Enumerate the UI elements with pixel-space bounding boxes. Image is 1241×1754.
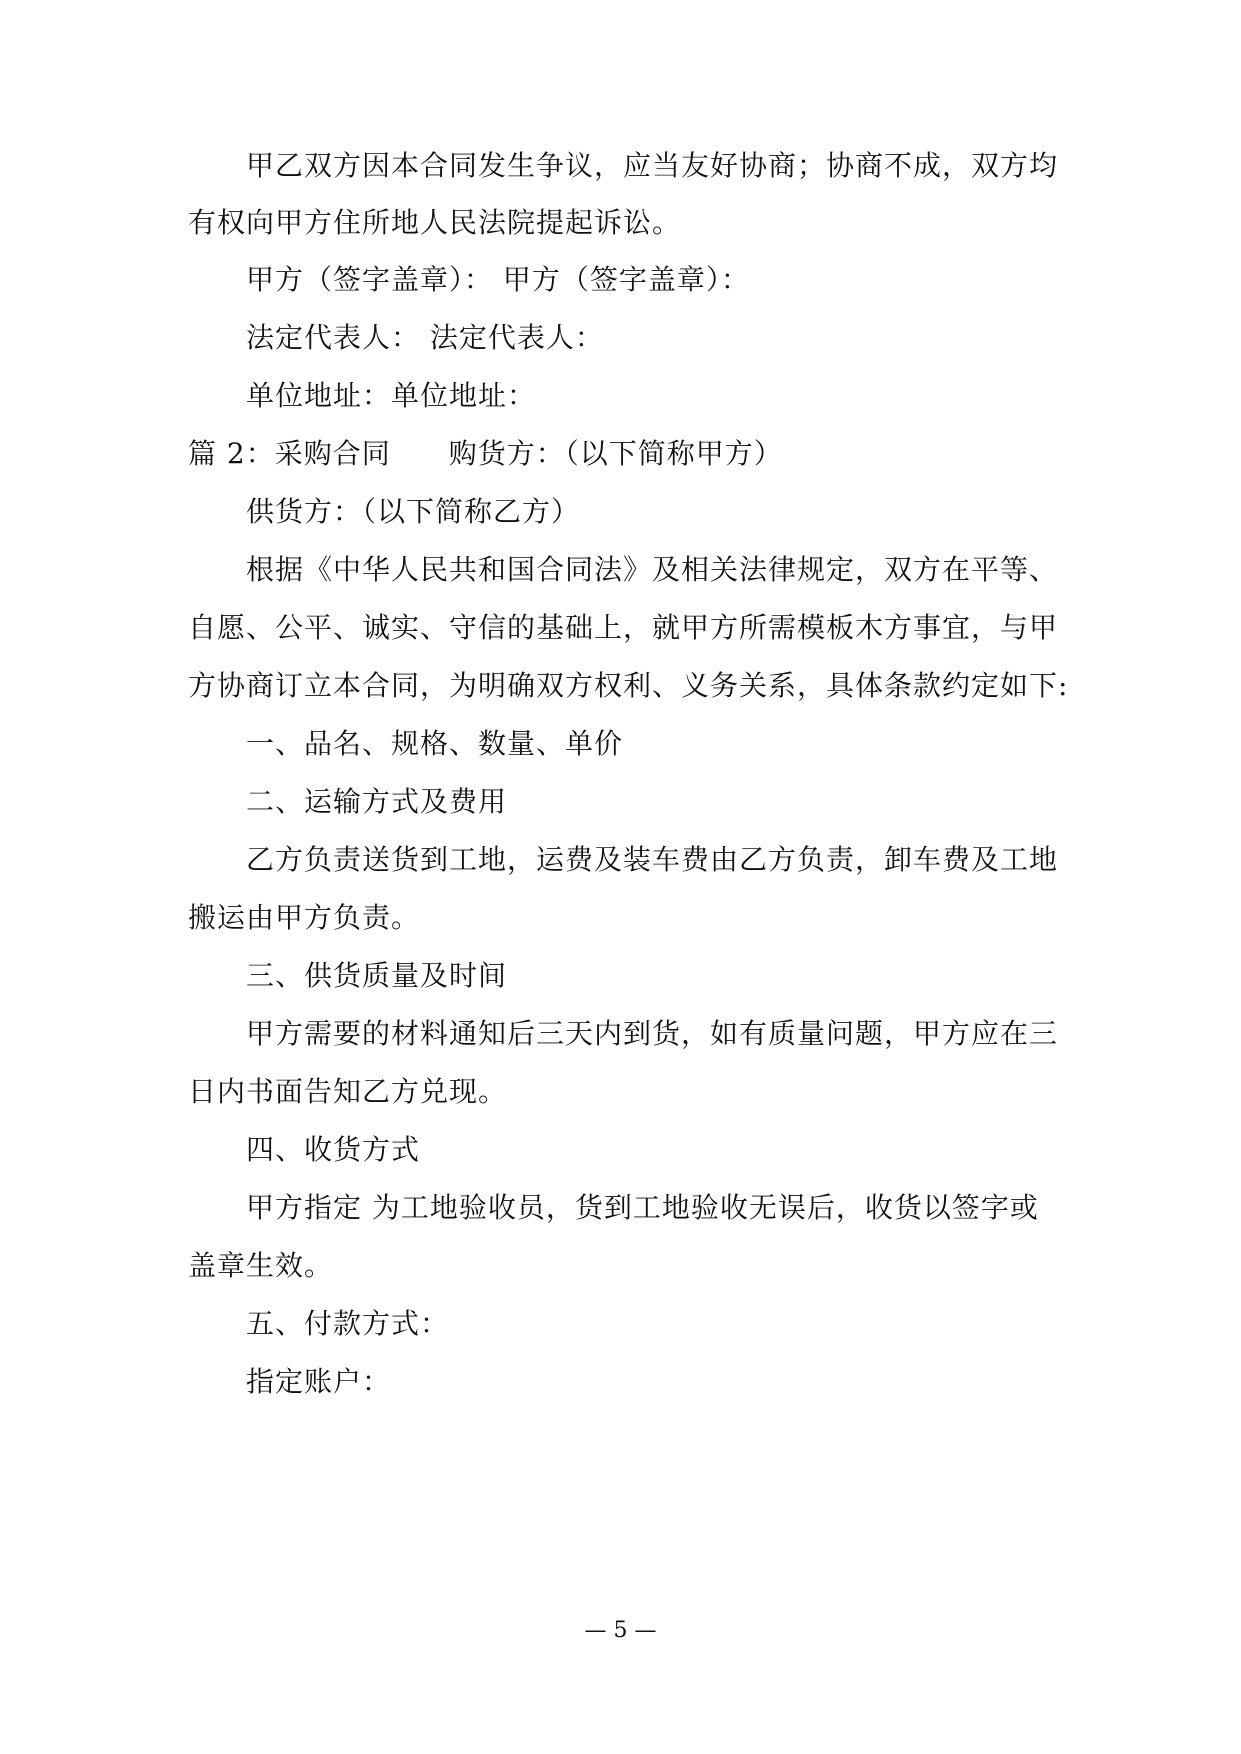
clause-1-heading: 一、品名、规格、数量、单价 bbox=[246, 727, 624, 760]
supplier-line: 供货方：（以下简称乙方） bbox=[246, 495, 581, 528]
clause-2-text-line-2: 搬运由甲方负责。 bbox=[188, 901, 421, 934]
designated-account: 指定账户： bbox=[246, 1365, 392, 1398]
paragraph-dispute-line-2: 有权向甲方住所地人民法院提起诉讼。 bbox=[188, 206, 682, 239]
buyer-line: 购货方：（以下简称甲方） bbox=[448, 437, 783, 470]
page-number: — 5 — bbox=[584, 1618, 657, 1643]
clause-4-text-line-2: 盖章生效。 bbox=[188, 1249, 334, 1282]
section-title: 篇 2：采购合同 bbox=[188, 437, 391, 470]
paragraph-basis-line-3: 方协商订立本合同，为明确双方权利、义务关系，具体条款约定如下: bbox=[188, 669, 1069, 702]
paragraph-basis-line-2: 自愿、公平、诚实、守信的基础上，就甲方所需模板木方事宜，与甲 bbox=[188, 611, 1059, 644]
clause-4-heading: 四、收货方式 bbox=[246, 1133, 421, 1166]
clause-3-heading: 三、供货质量及时间 bbox=[246, 959, 508, 992]
clause-3-text-line-1: 甲方需要的材料通知后三天内到货，如有质量问题，甲方应在三 bbox=[246, 1017, 1059, 1050]
legal-representative: 法定代表人： 法定代表人： bbox=[246, 321, 604, 354]
signature-party-a: 甲方（签字盖章）： 甲方（签字盖章）： bbox=[246, 263, 750, 296]
clause-3-text-line-2: 日内书面告知乙方兑现。 bbox=[188, 1075, 508, 1108]
clause-4-text-line-1: 甲方指定 为工地验收员，货到工地验收无误后，收货以签字或 bbox=[246, 1191, 1039, 1224]
clause-2-text-line-1: 乙方负责送货到工地，运费及装车费由乙方负责，卸车费及工地 bbox=[246, 843, 1059, 876]
paragraph-dispute-line-1: 甲乙双方因本合同发生争议，应当友好协商；协商不成，双方均 bbox=[246, 149, 1059, 182]
unit-address: 单位地址：单位地址： bbox=[246, 379, 537, 412]
clause-2-heading: 二、运输方式及费用 bbox=[246, 785, 508, 818]
clause-5-heading: 五、付款方式： bbox=[246, 1307, 450, 1340]
section-heading-purchase-contract bbox=[188, 436, 783, 472]
paragraph-basis-line-1: 根据《中华人民共和国合同法》及相关法律规定，双方在平等、 bbox=[246, 553, 1059, 586]
